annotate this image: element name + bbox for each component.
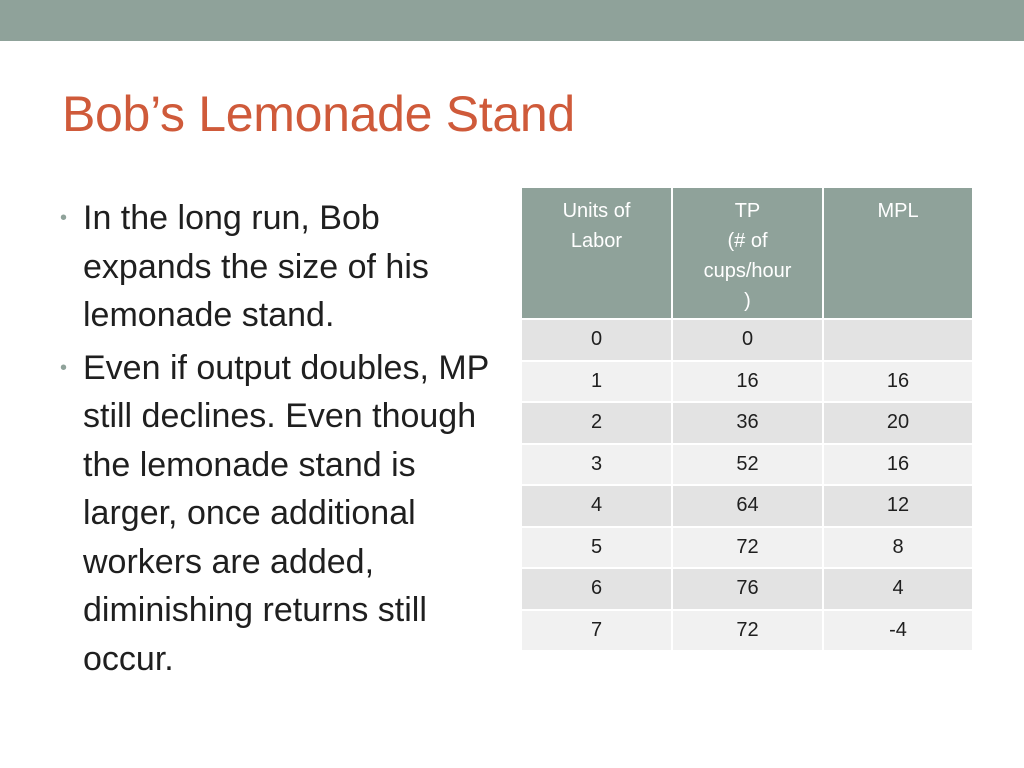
cell-labor: 5 <box>521 527 672 569</box>
table-row <box>521 485 973 527</box>
bullet-icon: • <box>60 207 68 229</box>
top-accent-bar <box>0 0 1024 41</box>
production-table <box>520 186 974 652</box>
cell-mpl: 16 <box>823 361 973 403</box>
header-line: TP <box>734 200 761 222</box>
header-line: ) <box>744 290 751 312</box>
header-line: Labor <box>570 230 623 252</box>
cell-mpl: 12 <box>823 485 973 527</box>
cell-tp: 0 <box>672 319 823 361</box>
cell-labor: 7 <box>521 610 672 652</box>
table-row <box>521 568 973 610</box>
cell-mpl: 4 <box>823 568 973 610</box>
cell-mpl <box>823 319 973 361</box>
cell-tp: 64 <box>672 485 823 527</box>
cell-labor: 6 <box>521 568 672 610</box>
cell-mpl: 20 <box>823 402 973 444</box>
cell-mpl: -4 <box>823 610 973 652</box>
table-row <box>521 610 973 652</box>
table-header-row <box>521 187 973 319</box>
cell-labor: 0 <box>521 319 672 361</box>
table-row <box>521 444 973 486</box>
header-line: MPL <box>877 200 919 222</box>
cell-labor: 3 <box>521 444 672 486</box>
table-row <box>521 527 973 569</box>
bullet-text: In the long run, Bob expands the size of his lemonade stand. <box>83 199 429 334</box>
header-line: cups/hour <box>703 260 792 282</box>
cell-tp: 76 <box>672 568 823 610</box>
cell-tp: 16 <box>672 361 823 403</box>
cell-tp: 52 <box>672 444 823 486</box>
bullet-list <box>60 194 500 687</box>
header-line: (# of <box>727 230 768 252</box>
bullet-text: Even if output doubles, MP still declines. Even though the lemonade stand is larger, once additional workers are added, diminishing returns still occur. <box>83 348 489 678</box>
header-mpl <box>823 187 973 319</box>
cell-tp: 72 <box>672 610 823 652</box>
cell-mpl: 8 <box>823 527 973 569</box>
cell-tp: 72 <box>672 527 823 569</box>
cell-labor: 1 <box>521 361 672 403</box>
header-units-of-labor <box>521 187 672 319</box>
table-row <box>521 361 973 403</box>
bullet-item <box>60 344 500 684</box>
production-table-container <box>520 186 972 652</box>
table-row <box>521 402 973 444</box>
cell-tp: 36 <box>672 402 823 444</box>
cell-labor: 4 <box>521 485 672 527</box>
slide-title: Bob’s Lemonade Stand <box>62 86 575 142</box>
cell-labor: 2 <box>521 402 672 444</box>
bullet-icon: • <box>60 356 68 379</box>
cell-mpl: 16 <box>823 444 973 486</box>
table-row <box>521 319 973 361</box>
header-line: Units of <box>562 200 631 222</box>
header-tp <box>672 187 823 319</box>
bullet-item <box>60 194 500 340</box>
